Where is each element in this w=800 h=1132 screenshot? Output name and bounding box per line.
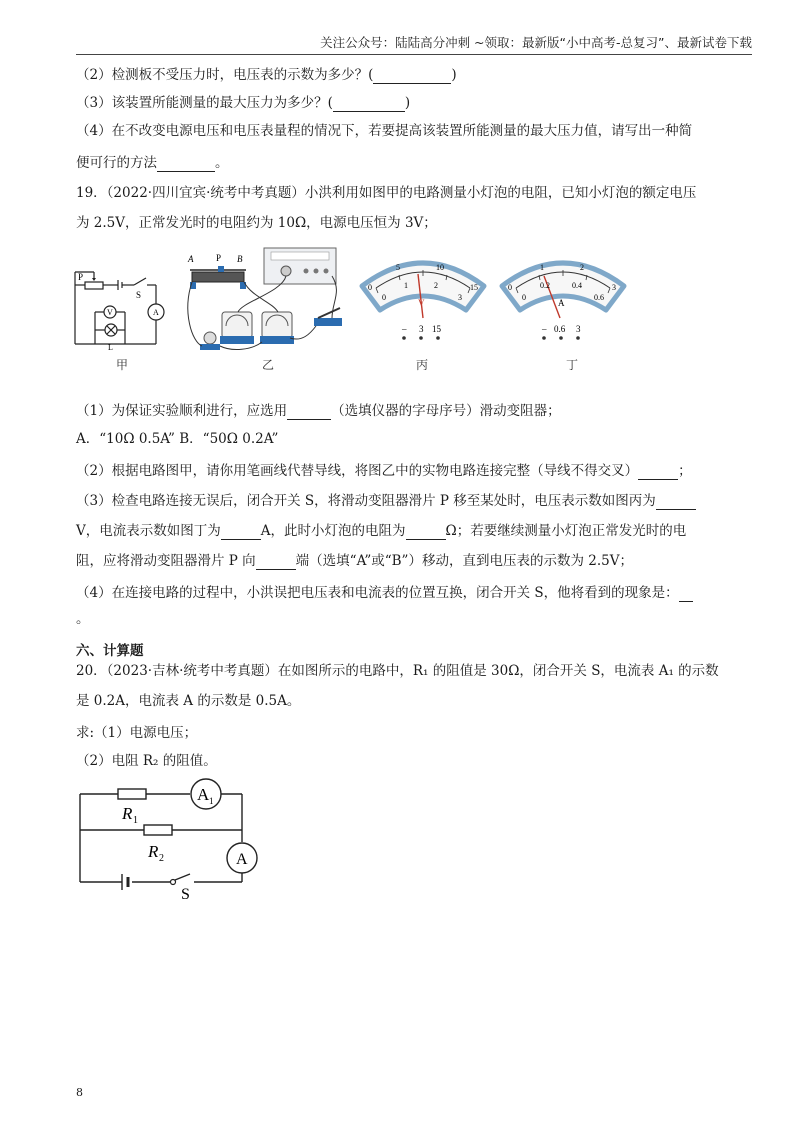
label-p: P <box>78 272 84 282</box>
answer-blank[interactable] <box>287 405 331 420</box>
q19-p3-text-b1: V，电流表示数如图丁为 <box>76 523 221 539</box>
caption-bing: 丙 <box>416 358 429 372</box>
q20-ask2 <box>76 752 217 770</box>
a-unit: A <box>558 298 565 308</box>
a-top-2: 2 <box>580 263 584 272</box>
ammeter-dial-ding <box>496 248 630 340</box>
circuit-diagram-jia <box>70 268 180 366</box>
label-r2-sub: 2 <box>159 853 164 864</box>
q20-ask2-text: （2）电阻 R₂ 的阻值。 <box>76 753 217 769</box>
label-a: A <box>153 308 159 317</box>
v-bottom-0: 0 <box>382 293 386 302</box>
a-bottom-06: 0.6 <box>594 293 604 302</box>
page-number: 8 <box>76 1086 83 1099</box>
label-slider-p: P <box>216 253 222 263</box>
q19-part1 <box>76 402 561 420</box>
q18-part2 <box>76 66 457 84</box>
a-bottom-02: 0.2 <box>540 281 550 290</box>
q18-p3-text: （3）该装置所能测量的最大压力为多少？( <box>76 95 333 111</box>
label-r1-sub: 1 <box>133 815 138 826</box>
q19-stem-line1 <box>76 184 696 202</box>
q18-part4-line1 <box>76 122 692 140</box>
q19-p1-text: （1）为保证实验顺利进行，应选用 <box>76 403 288 419</box>
a-top-0: 0 <box>508 283 512 292</box>
q18-p4-text-b: 便可行的方法 <box>76 155 157 171</box>
q20-stem-line2 <box>76 692 300 710</box>
circuit-diagram-q20 <box>70 778 270 900</box>
label-r2: R <box>148 842 159 861</box>
q20-stem-a: 20．（2023·吉林·统考中考真题）在如图所示的电路中，R₁ 的阻值是 30Ω，闭合开关 S，电流表 A₁ 的示数 <box>76 663 719 679</box>
v-bottom-3: 3 <box>458 293 462 302</box>
q19-p2-end: ； <box>678 463 692 479</box>
q19-part4-end <box>76 610 90 628</box>
v-bottom-1: 1 <box>404 281 408 290</box>
label-end-a: A <box>188 254 194 264</box>
answer-blank[interactable] <box>221 525 261 540</box>
q19-p3-text-a: （3）检查电路连接无误后，闭合开关 S，将滑动变阻器滑片 P 移至某处时，电压表示数如图丙为 <box>76 493 656 509</box>
a-term-minus: – <box>542 324 547 334</box>
answer-blank[interactable] <box>373 69 451 84</box>
q19-part3-line2 <box>76 522 686 540</box>
label-v: V <box>107 308 113 317</box>
page-header <box>76 36 752 55</box>
label-a1: A <box>197 785 210 804</box>
q18-part3 <box>76 94 410 112</box>
q18-p3-end: ) <box>404 95 411 111</box>
answer-blank[interactable] <box>333 97 405 112</box>
q19-part2 <box>76 462 692 480</box>
caption-ding: 丁 <box>566 358 579 372</box>
v-top-0: 0 <box>368 283 372 292</box>
a-term-3: 3 <box>576 324 581 334</box>
q19-p3-text-b2: A，此时小灯泡的电阻为 <box>260 523 406 539</box>
q19-options-text: A．“10Ω 0.5A” B．“50Ω 0.2A” <box>76 431 279 447</box>
a-top-1: 1 <box>540 263 544 272</box>
v-top-5: 5 <box>396 263 400 272</box>
voltmeter-dial-bing <box>356 248 490 340</box>
q19-options <box>76 430 278 448</box>
v-term-3: 3 <box>419 324 424 334</box>
q19-p4-end: 。 <box>76 611 90 627</box>
q18-p2-text: （2）检测板不受压力时，电压表的示数为多少？( <box>76 67 374 83</box>
caption-jia: 甲 <box>116 358 129 372</box>
a-term-06: 0.6 <box>554 324 566 334</box>
a-bottom-04: 0.4 <box>572 281 582 290</box>
answer-blank[interactable] <box>406 525 446 540</box>
v-unit: V <box>418 298 425 308</box>
label-s: S <box>181 886 190 900</box>
answer-blank[interactable] <box>256 555 296 570</box>
v-top-15: 15 <box>470 283 478 292</box>
q19-p3-text-b3: Ω；若要继续测量小灯泡正常发光时的电 <box>445 523 687 539</box>
header-text: 关注公众号：陆陆高分冲刺 ~领取：最新版“小中高考-总复习”、最新试卷下载 <box>320 35 752 50</box>
a-bottom-0: 0 <box>522 293 526 302</box>
q19-p3-text-c2: 端（选填“A”或“B”）移动，直到电压表的示数为 2.5V； <box>295 553 633 569</box>
v-term-15: 15 <box>432 324 441 334</box>
label-a: A <box>236 851 248 868</box>
q20-ask1-text: 求:（1）电源电压； <box>76 725 198 741</box>
q19-part3-line1 <box>76 492 696 510</box>
q20-ask1 <box>76 724 197 742</box>
q19-p1-end: （选填仪器的字母序号）滑动变阻器； <box>331 403 561 419</box>
answer-blank[interactable] <box>679 587 693 602</box>
q19-p3-text-c1: 阻，应将滑动变阻器滑片 P 向 <box>76 553 256 569</box>
apparatus-photo-yi <box>182 242 352 362</box>
v-top-10: 10 <box>436 263 444 272</box>
answer-blank[interactable] <box>157 157 215 172</box>
section-title-calculation: 六、计算题 <box>76 643 144 659</box>
v-bottom-2: 2 <box>434 281 438 290</box>
label-s: S <box>136 290 142 300</box>
q18-p4-text-a: （4）在不改变电源电压和电压表量程的情况下，若要提高该装置所能测量的最大压力值，请写出一种简 <box>76 123 693 139</box>
label-r1: R <box>122 804 133 823</box>
q20-stem-line1 <box>76 662 719 680</box>
answer-blank[interactable] <box>638 465 678 480</box>
caption-yi: 乙 <box>262 358 275 372</box>
label-l: L <box>108 343 113 352</box>
q18-p2-end: ) <box>451 67 457 83</box>
q19-p2-text: （2）根据电路图甲，请你用笔画线代替导线，将图乙中的实物电路连接完整（导线不得交叉） <box>76 463 639 479</box>
q19-p4-text: （4）在连接电路的过程中，小洪误把电压表和电流表的位置互换，闭合开关 S，他将看到的现象是： <box>76 585 679 601</box>
a-top-3: 3 <box>612 283 616 292</box>
q19-part4 <box>76 584 693 602</box>
answer-blank[interactable] <box>656 495 696 510</box>
label-a1-sub: 1 <box>209 796 214 806</box>
q19-stem-line2 <box>76 214 437 232</box>
q19-part3-line3 <box>76 552 633 570</box>
label-end-b: B <box>237 254 243 264</box>
v-term-minus: – <box>402 324 407 334</box>
q18-part4-line2 <box>76 154 229 172</box>
q18-p4-end: 。 <box>215 155 229 171</box>
q20-stem-b: 是 0.2A，电流表 A 的示数是 0.5A。 <box>76 693 301 709</box>
q19-stem-a: 19．（2022·四川宜宾·统考中考真题）小洪利用如图甲的电路测量小灯泡的电阻，已知小灯泡的额定电压 <box>76 185 697 201</box>
q19-stem-b: 为 2.5V，正常发光时的电阻约为 10Ω，电源电压恒为 3V； <box>76 215 437 231</box>
